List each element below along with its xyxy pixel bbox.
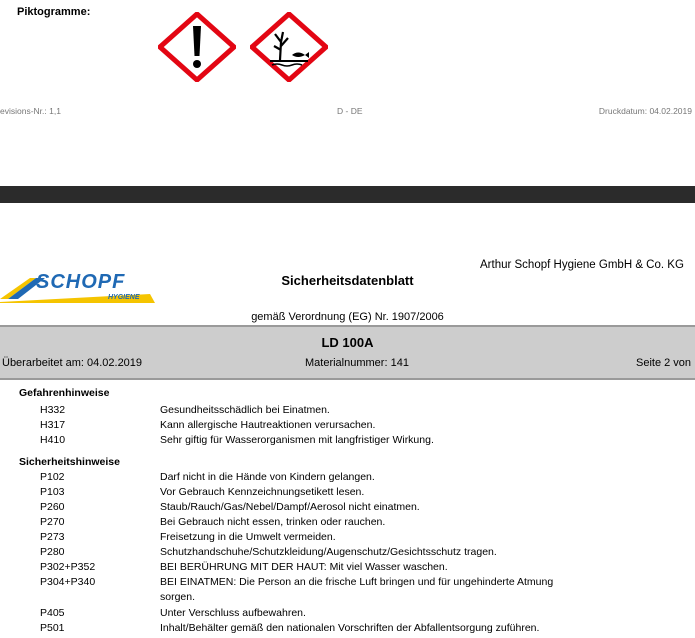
safety-code: P304+P340 bbox=[40, 576, 96, 588]
hazard-code: H317 bbox=[40, 419, 66, 431]
safety-code: P270 bbox=[40, 516, 65, 528]
safety-code: P405 bbox=[40, 607, 65, 619]
footer-locale: D - DE bbox=[337, 106, 363, 116]
safety-code: P102 bbox=[40, 471, 65, 483]
page-number: Seite 2 von bbox=[636, 357, 692, 369]
safety-code: P260 bbox=[40, 501, 65, 513]
safety-code: P280 bbox=[40, 546, 65, 558]
safety-text: Unter Verschluss aufbewahren. bbox=[160, 607, 306, 619]
revised-date: Überarbeitet am: 04.02.2019 bbox=[2, 357, 143, 369]
safety-text: Darf nicht in die Hände von Kindern gelangen. bbox=[160, 471, 375, 483]
hazard-code: H332 bbox=[40, 404, 66, 416]
safety-code: P273 bbox=[40, 531, 65, 543]
footer-print-date: Druckdatum: 04.02.2019 bbox=[598, 106, 692, 116]
footer-revision: evisions-Nr.: 1,1 bbox=[0, 106, 61, 116]
safety-text: Bei Gebrauch nicht essen, trinken oder rauchen. bbox=[160, 516, 386, 528]
logo-text: SCHOPF bbox=[36, 271, 126, 293]
safety-text: Freisetzung in die Umwelt vermeiden. bbox=[160, 531, 336, 543]
safety-section-title: Sicherheitshinweise bbox=[19, 456, 120, 468]
hazard-text: Sehr giftig für Wasserorganismen mit langfristiger Wirkung. bbox=[160, 434, 434, 446]
safety-text: Staub/Rauch/Gas/Nebel/Dampf/Aerosol nicht einatmen. bbox=[160, 501, 420, 513]
safety-code: P302+P352 bbox=[40, 561, 96, 573]
regulation-subtitle: gemäß Verordnung (EG) Nr. 1907/2006 bbox=[251, 311, 444, 323]
pictograms-label: Piktogramme: bbox=[17, 6, 91, 18]
safety-code: P103 bbox=[40, 486, 65, 498]
ghs07-exclamation-mark-icon bbox=[158, 12, 236, 82]
safety-text: Inhalt/Behälter gemäß den nationalen Vorschriften der Abfallentsorgung zuführen. bbox=[160, 622, 540, 634]
hazard-code: H410 bbox=[40, 434, 66, 446]
product-info-band bbox=[0, 325, 695, 380]
logo-subtext: HYGIENE bbox=[108, 294, 140, 301]
hazard-text: Kann allergische Hautreaktionen verursachen. bbox=[160, 419, 376, 431]
safety-text: BEI BERÜHRUNG MIT DER HAUT: Mit viel Wasser waschen. bbox=[160, 561, 448, 573]
hazard-text: Gesundheitsschädlich bei Einatmen. bbox=[160, 404, 330, 416]
safety-text: Schutzhandschuhe/Schutzkleidung/Augenschutz/Gesichtsschutz tragen. bbox=[160, 546, 497, 558]
page-separator bbox=[0, 186, 695, 203]
company-name: Arthur Schopf Hygiene GmbH & Co. KG bbox=[480, 259, 684, 271]
document-title: Sicherheitsdatenblatt bbox=[281, 273, 414, 288]
material-number: Materialnummer: 141 bbox=[305, 357, 409, 369]
product-name: LD 100A bbox=[321, 335, 374, 350]
safety-text: BEI EINATMEN: Die Person an die frische Luft bringen und für ungehinderte Atmung bbox=[160, 576, 554, 588]
safety-text-continuation: sorgen. bbox=[160, 591, 196, 603]
safety-code: P501 bbox=[40, 622, 65, 634]
safety-text: Vor Gebrauch Kennzeichnungsetikett lesen. bbox=[160, 486, 365, 498]
hazard-section-title: Gefahrenhinweise bbox=[19, 387, 110, 399]
ghs09-environment-icon bbox=[250, 12, 328, 82]
